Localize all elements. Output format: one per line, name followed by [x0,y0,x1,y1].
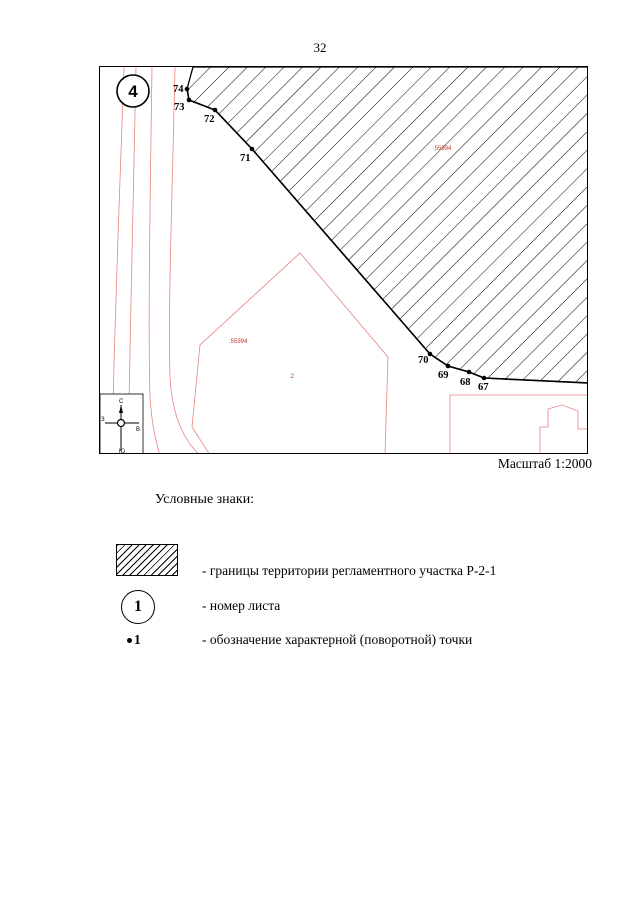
building-outline-1 [450,395,588,454]
point-label-72: 72 [204,114,215,125]
road-edge-3 [149,67,160,454]
building-outline-2 [540,405,588,454]
compass-rose [100,394,143,454]
point-73-dot [187,98,192,103]
legend-row-hatch [0,544,640,584]
legend-row-sheet [0,590,640,630]
point-71-dot [250,147,255,152]
point-dot-icon [127,638,132,643]
page-number: 32 [313,40,327,55]
point-label-67: 67 [478,382,489,393]
compass-south: Ю [119,449,126,455]
point-74-dot [185,87,190,92]
hatch-description: - границы территории регламентного участка Р-2-1 [202,563,497,578]
point-label-73: 73 [174,102,185,113]
point-description: - обозначение характерной (поворотной) точки [202,632,473,647]
legend-row-point [0,632,640,672]
point-label-71: 71 [240,153,251,164]
sheet-number: 4 [128,82,138,101]
point-label-70: 70 [418,355,429,366]
point-68-dot [467,370,472,375]
hatched-territory [187,67,588,383]
point-67-dot [482,376,487,381]
map-canvas [100,67,588,454]
point-label-68: 68 [460,377,471,388]
point-symbol [127,632,141,648]
compass-west: З [101,417,105,423]
parcel-lot-label: :2 [289,374,295,380]
compass-east: В [136,427,141,433]
hatch-swatch [116,544,178,576]
sheet-description: - номер листа [202,598,281,613]
compass-north: С [119,399,124,405]
point-72-dot [213,108,218,113]
parcel-polygon [192,253,388,454]
parcel-code-top: :55994 [433,146,452,152]
point-label-69: 69 [438,370,449,381]
map-frame [99,66,588,454]
scale-label: Масштаб 1:2000 [497,456,592,471]
point-label-74: 74 [173,84,184,95]
sheet-symbol: 1 [121,590,155,624]
parcel-code-middle: :55994 [229,339,248,345]
point-69-dot [446,364,451,369]
point-symbol-number: 1 [134,632,141,647]
legend-title: Условные знаки: [155,492,255,507]
